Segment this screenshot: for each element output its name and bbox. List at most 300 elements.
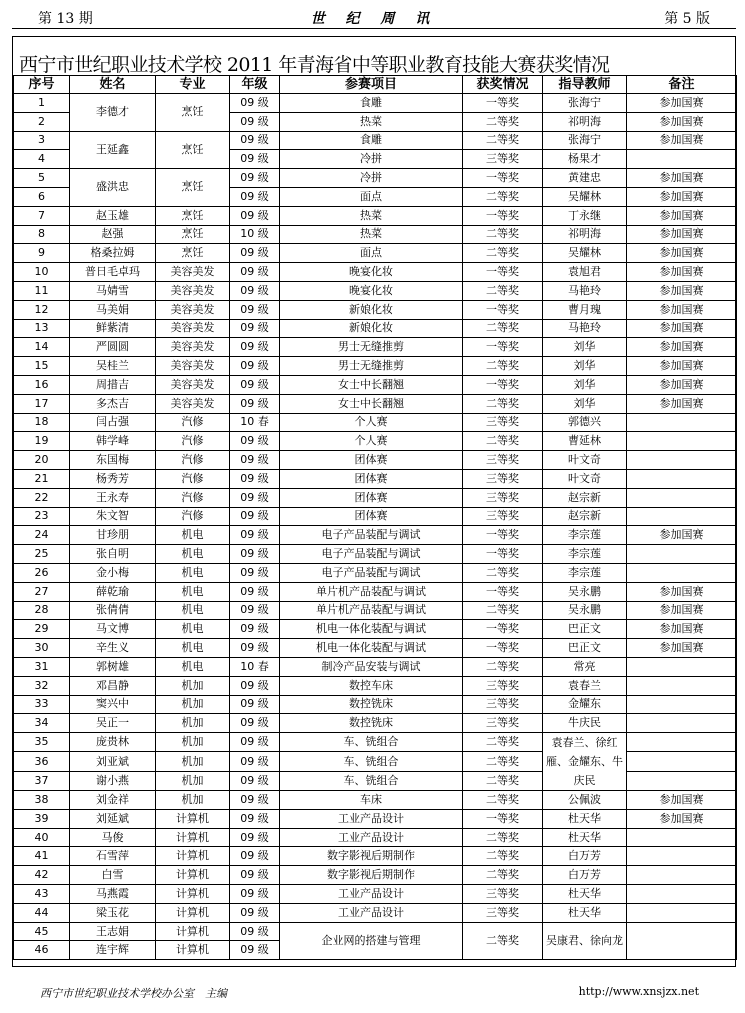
cell-award: 二等奖 bbox=[463, 112, 543, 131]
cell-award: 二等奖 bbox=[463, 752, 543, 771]
cell-award: 三等奖 bbox=[463, 676, 543, 695]
cell-award: 二等奖 bbox=[463, 394, 543, 413]
cell-grade: 09 级 bbox=[230, 771, 280, 790]
cell-grade: 09 级 bbox=[230, 752, 280, 771]
cell-grade: 09 级 bbox=[230, 432, 280, 451]
cell-major: 机加 bbox=[156, 733, 230, 752]
cell-event: 男士无缝推剪 bbox=[280, 357, 463, 376]
cell-remark bbox=[627, 469, 737, 488]
cell-teacher: 李宗莲 bbox=[543, 545, 627, 564]
cell-grade: 09 级 bbox=[230, 263, 280, 282]
cell-remark: 参加国赛 bbox=[627, 187, 737, 206]
cell-name: 严圆圆 bbox=[70, 338, 156, 357]
cell-name: 马俊 bbox=[70, 828, 156, 847]
table-row bbox=[14, 375, 737, 394]
cell-index: 23 bbox=[14, 507, 70, 526]
table-row bbox=[14, 657, 737, 676]
cell-remark: 参加国赛 bbox=[627, 225, 737, 244]
cell-remark bbox=[627, 451, 737, 470]
cell-teacher: 黄建忠 bbox=[543, 169, 627, 188]
cell-grade: 09 级 bbox=[230, 169, 280, 188]
cell-teacher: 马艳玲 bbox=[543, 281, 627, 300]
cell-event: 制冷产品安装与调试 bbox=[280, 657, 463, 676]
cell-teacher: 金耀东 bbox=[543, 695, 627, 714]
cell-name: 朱文智 bbox=[70, 507, 156, 526]
table-row bbox=[14, 922, 737, 941]
cell-index: 8 bbox=[14, 225, 70, 244]
cell-index: 24 bbox=[14, 526, 70, 545]
cell-event: 团体赛 bbox=[280, 488, 463, 507]
cell-grade: 09 级 bbox=[230, 300, 280, 319]
cell-index: 17 bbox=[14, 394, 70, 413]
table-row bbox=[14, 866, 737, 885]
cell-event: 数字影视后期制作 bbox=[280, 866, 463, 885]
cell-award: 二等奖 bbox=[463, 281, 543, 300]
cell-event: 晚宴化妆 bbox=[280, 263, 463, 282]
cell-major: 机电 bbox=[156, 639, 230, 658]
cell-grade: 09 级 bbox=[230, 507, 280, 526]
cell-teacher: 巴正文 bbox=[543, 620, 627, 639]
table-row bbox=[14, 507, 737, 526]
page-title: 西宁市世纪职业技术学校 2011 年青海省中等职业教育技能大赛获奖情况 bbox=[19, 54, 610, 76]
cell-grade: 09 级 bbox=[230, 809, 280, 828]
cell-index: 43 bbox=[14, 885, 70, 904]
cell-event: 数控铣床 bbox=[280, 714, 463, 733]
cell-event: 电子产品装配与调试 bbox=[280, 526, 463, 545]
cell-grade: 10 春 bbox=[230, 413, 280, 432]
cell-event: 女士中长翻翘 bbox=[280, 375, 463, 394]
cell-award: 二等奖 bbox=[463, 828, 543, 847]
cell-event: 团体赛 bbox=[280, 507, 463, 526]
cell-major: 烹饪 bbox=[156, 131, 230, 169]
cell-teacher: 张海宁 bbox=[543, 94, 627, 113]
cell-major: 计算机 bbox=[156, 922, 230, 941]
cell-teacher: 常亮 bbox=[543, 657, 627, 676]
cell-teacher: 杨果才 bbox=[543, 150, 627, 169]
cell-name: 石雪萍 bbox=[70, 847, 156, 866]
cell-award: 二等奖 bbox=[463, 601, 543, 620]
cell-major: 美容美发 bbox=[156, 394, 230, 413]
cell-major: 汽修 bbox=[156, 451, 230, 470]
cell-name: 辛生义 bbox=[70, 639, 156, 658]
cell-event: 车床 bbox=[280, 791, 463, 810]
cell-grade: 09 级 bbox=[230, 582, 280, 601]
cell-name: 窦兴中 bbox=[70, 695, 156, 714]
cell-grade: 09 级 bbox=[230, 847, 280, 866]
col-header-remark: 备注 bbox=[627, 76, 737, 94]
cell-award: 二等奖 bbox=[463, 319, 543, 338]
cell-event: 电子产品装配与调试 bbox=[280, 563, 463, 582]
cell-teacher: 祁明海 bbox=[543, 112, 627, 131]
table-row bbox=[14, 582, 737, 601]
cell-grade: 09 级 bbox=[230, 941, 280, 960]
cell-event: 新娘化妆 bbox=[280, 300, 463, 319]
document-frame bbox=[12, 36, 736, 967]
cell-index: 19 bbox=[14, 432, 70, 451]
cell-grade: 09 级 bbox=[230, 639, 280, 658]
cell-event: 男士无缝推剪 bbox=[280, 338, 463, 357]
table-row bbox=[14, 263, 737, 282]
cell-name: 闫占强 bbox=[70, 413, 156, 432]
cell-teacher: 李宗莲 bbox=[543, 563, 627, 582]
table-row bbox=[14, 620, 737, 639]
cell-teacher: 巴正文 bbox=[543, 639, 627, 658]
cell-award: 三等奖 bbox=[463, 507, 543, 526]
cell-index: 26 bbox=[14, 563, 70, 582]
cell-index: 2 bbox=[14, 112, 70, 131]
cell-grade: 09 级 bbox=[230, 922, 280, 941]
cell-major: 汽修 bbox=[156, 432, 230, 451]
cell-grade: 09 级 bbox=[230, 733, 280, 752]
cell-event: 女士中长翻翘 bbox=[280, 394, 463, 413]
table-row bbox=[14, 357, 737, 376]
cell-award: 二等奖 bbox=[463, 244, 543, 263]
cell-teacher: 牛庆民 bbox=[543, 714, 627, 733]
award-table-wrapper bbox=[13, 75, 737, 960]
cell-major: 机电 bbox=[156, 601, 230, 620]
cell-event: 车、铣组合 bbox=[280, 733, 463, 752]
cell-event: 工业产品设计 bbox=[280, 903, 463, 922]
cell-event: 电子产品装配与调试 bbox=[280, 545, 463, 564]
cell-name: 邓昌静 bbox=[70, 676, 156, 695]
table-row bbox=[14, 319, 737, 338]
cell-name: 郭树雄 bbox=[70, 657, 156, 676]
table-row bbox=[14, 131, 737, 150]
cell-major: 计算机 bbox=[156, 866, 230, 885]
cell-event: 工业产品设计 bbox=[280, 885, 463, 904]
cell-teacher: 袁春兰 bbox=[543, 676, 627, 695]
footer-url[interactable]: http://www.xnsjzx.net bbox=[578, 985, 699, 998]
cell-name: 多杰吉 bbox=[70, 394, 156, 413]
cell-remark bbox=[627, 922, 737, 960]
cell-name: 普日毛卓玛 bbox=[70, 263, 156, 282]
cell-teacher: 袁春兰、徐红雁、金耀东、牛庆民 bbox=[543, 733, 627, 791]
cell-grade: 09 级 bbox=[230, 131, 280, 150]
cell-grade: 09 级 bbox=[230, 394, 280, 413]
cell-name: 赵强 bbox=[70, 225, 156, 244]
cell-grade: 09 级 bbox=[230, 488, 280, 507]
cell-major: 汽修 bbox=[156, 469, 230, 488]
cell-grade: 09 级 bbox=[230, 112, 280, 131]
cell-remark: 参加国赛 bbox=[627, 394, 737, 413]
cell-award: 一等奖 bbox=[463, 620, 543, 639]
cell-index: 7 bbox=[14, 206, 70, 225]
cell-award: 一等奖 bbox=[463, 582, 543, 601]
cell-name: 王永寿 bbox=[70, 488, 156, 507]
cell-remark: 参加国赛 bbox=[627, 620, 737, 639]
cell-event: 企业网的搭建与管理 bbox=[280, 922, 463, 960]
cell-grade: 09 级 bbox=[230, 526, 280, 545]
cell-name: 甘珍朋 bbox=[70, 526, 156, 545]
cell-teacher: 袁旭君 bbox=[543, 263, 627, 282]
table-row bbox=[14, 752, 737, 771]
cell-remark: 参加国赛 bbox=[627, 582, 737, 601]
cell-index: 16 bbox=[14, 375, 70, 394]
table-header-row bbox=[14, 76, 737, 94]
cell-remark bbox=[627, 695, 737, 714]
cell-event: 个人赛 bbox=[280, 432, 463, 451]
cell-teacher: 张海宁 bbox=[543, 131, 627, 150]
cell-event: 食雕 bbox=[280, 94, 463, 113]
cell-index: 28 bbox=[14, 601, 70, 620]
table-row bbox=[14, 225, 737, 244]
cell-index: 15 bbox=[14, 357, 70, 376]
table-row bbox=[14, 809, 737, 828]
cell-grade: 09 级 bbox=[230, 469, 280, 488]
cell-index: 1 bbox=[14, 94, 70, 113]
cell-teacher: 吴永鹏 bbox=[543, 582, 627, 601]
cell-award: 一等奖 bbox=[463, 545, 543, 564]
cell-teacher: 郭德兴 bbox=[543, 413, 627, 432]
cell-index: 33 bbox=[14, 695, 70, 714]
cell-grade: 09 级 bbox=[230, 791, 280, 810]
cell-event: 团体赛 bbox=[280, 469, 463, 488]
cell-teacher: 赵宗新 bbox=[543, 507, 627, 526]
cell-major: 烹饪 bbox=[156, 244, 230, 263]
cell-award: 二等奖 bbox=[463, 922, 543, 960]
cell-name: 吴桂兰 bbox=[70, 357, 156, 376]
award-table bbox=[13, 75, 737, 960]
col-header-major: 专业 bbox=[156, 76, 230, 94]
cell-name: 薛乾瑜 bbox=[70, 582, 156, 601]
cell-major: 烹饪 bbox=[156, 225, 230, 244]
cell-index: 37 bbox=[14, 771, 70, 790]
cell-name: 马美娟 bbox=[70, 300, 156, 319]
cell-award: 二等奖 bbox=[463, 357, 543, 376]
cell-award: 一等奖 bbox=[463, 526, 543, 545]
cell-name: 盛洪忠 bbox=[70, 169, 156, 207]
cell-name: 杨秀芳 bbox=[70, 469, 156, 488]
cell-name: 周措吉 bbox=[70, 375, 156, 394]
cell-teacher: 祁明海 bbox=[543, 225, 627, 244]
cell-major: 机加 bbox=[156, 714, 230, 733]
cell-grade: 09 级 bbox=[230, 375, 280, 394]
cell-major: 计算机 bbox=[156, 828, 230, 847]
cell-name: 庞贵林 bbox=[70, 733, 156, 752]
cell-remark: 参加国赛 bbox=[627, 601, 737, 620]
cell-name: 金小梅 bbox=[70, 563, 156, 582]
cell-index: 27 bbox=[14, 582, 70, 601]
table-row bbox=[14, 676, 737, 695]
table-row bbox=[14, 300, 737, 319]
cell-remark: 参加国赛 bbox=[627, 809, 737, 828]
cell-award: 一等奖 bbox=[463, 169, 543, 188]
table-row bbox=[14, 828, 737, 847]
col-header-teacher: 指导教师 bbox=[543, 76, 627, 94]
cell-remark bbox=[627, 545, 737, 564]
cell-remark bbox=[627, 657, 737, 676]
cell-teacher: 曹月瑰 bbox=[543, 300, 627, 319]
cell-teacher: 刘华 bbox=[543, 338, 627, 357]
cell-event: 单片机产品装配与调试 bbox=[280, 582, 463, 601]
cell-teacher: 李宗莲 bbox=[543, 526, 627, 545]
cell-name: 马婧雪 bbox=[70, 281, 156, 300]
cell-grade: 09 级 bbox=[230, 563, 280, 582]
cell-award: 一等奖 bbox=[463, 94, 543, 113]
cell-award: 三等奖 bbox=[463, 413, 543, 432]
cell-index: 31 bbox=[14, 657, 70, 676]
cell-award: 三等奖 bbox=[463, 451, 543, 470]
cell-name: 连宇辉 bbox=[70, 941, 156, 960]
table-row bbox=[14, 903, 737, 922]
cell-remark bbox=[627, 885, 737, 904]
cell-award: 一等奖 bbox=[463, 639, 543, 658]
cell-teacher: 公佩波 bbox=[543, 791, 627, 810]
cell-index: 9 bbox=[14, 244, 70, 263]
cell-index: 40 bbox=[14, 828, 70, 847]
table-row bbox=[14, 432, 737, 451]
cell-award: 二等奖 bbox=[463, 771, 543, 790]
cell-event: 工业产品设计 bbox=[280, 809, 463, 828]
cell-name: 韩学峰 bbox=[70, 432, 156, 451]
cell-index: 36 bbox=[14, 752, 70, 771]
cell-index: 4 bbox=[14, 150, 70, 169]
cell-index: 21 bbox=[14, 469, 70, 488]
cell-event: 机电一体化装配与调试 bbox=[280, 639, 463, 658]
cell-major: 美容美发 bbox=[156, 281, 230, 300]
cell-index: 39 bbox=[14, 809, 70, 828]
cell-event: 新娘化妆 bbox=[280, 319, 463, 338]
cell-major: 机电 bbox=[156, 582, 230, 601]
cell-name: 张倩倩 bbox=[70, 601, 156, 620]
cell-teacher: 赵宗新 bbox=[543, 488, 627, 507]
cell-name: 马文博 bbox=[70, 620, 156, 639]
cell-award: 二等奖 bbox=[463, 733, 543, 752]
cell-event: 团体赛 bbox=[280, 451, 463, 470]
cell-index: 34 bbox=[14, 714, 70, 733]
cell-event: 热菜 bbox=[280, 112, 463, 131]
cell-remark bbox=[627, 903, 737, 922]
cell-event: 数控铣床 bbox=[280, 695, 463, 714]
cell-index: 45 bbox=[14, 922, 70, 941]
cell-grade: 09 级 bbox=[230, 885, 280, 904]
table-row bbox=[14, 847, 737, 866]
cell-teacher: 马艳玲 bbox=[543, 319, 627, 338]
page-footer bbox=[0, 985, 745, 1005]
cell-teacher: 杜天华 bbox=[543, 903, 627, 922]
cell-major: 美容美发 bbox=[156, 319, 230, 338]
cell-remark: 参加国赛 bbox=[627, 112, 737, 131]
cell-major: 机加 bbox=[156, 771, 230, 790]
cell-remark: 参加国赛 bbox=[627, 791, 737, 810]
cell-remark: 参加国赛 bbox=[627, 338, 737, 357]
cell-event: 机电一体化装配与调试 bbox=[280, 620, 463, 639]
cell-event: 食雕 bbox=[280, 131, 463, 150]
cell-major: 美容美发 bbox=[156, 300, 230, 319]
cell-index: 22 bbox=[14, 488, 70, 507]
table-row bbox=[14, 469, 737, 488]
cell-grade: 09 级 bbox=[230, 338, 280, 357]
cell-name: 赵玉雄 bbox=[70, 206, 156, 225]
cell-grade: 09 级 bbox=[230, 695, 280, 714]
cell-remark bbox=[627, 413, 737, 432]
cell-remark: 参加国赛 bbox=[627, 639, 737, 658]
cell-index: 13 bbox=[14, 319, 70, 338]
cell-major: 美容美发 bbox=[156, 357, 230, 376]
cell-index: 3 bbox=[14, 131, 70, 150]
table-row bbox=[14, 169, 737, 188]
cell-remark bbox=[627, 676, 737, 695]
cell-index: 10 bbox=[14, 263, 70, 282]
cell-remark bbox=[627, 771, 737, 790]
cell-remark: 参加国赛 bbox=[627, 169, 737, 188]
cell-index: 25 bbox=[14, 545, 70, 564]
cell-teacher: 杜天华 bbox=[543, 809, 627, 828]
cell-grade: 09 级 bbox=[230, 866, 280, 885]
cell-name: 东国梅 bbox=[70, 451, 156, 470]
cell-award: 二等奖 bbox=[463, 791, 543, 810]
cell-index: 12 bbox=[14, 300, 70, 319]
cell-award: 二等奖 bbox=[463, 657, 543, 676]
table-row bbox=[14, 413, 737, 432]
cell-index: 30 bbox=[14, 639, 70, 658]
cell-award: 一等奖 bbox=[463, 300, 543, 319]
cell-grade: 09 级 bbox=[230, 676, 280, 695]
cell-index: 29 bbox=[14, 620, 70, 639]
cell-major: 美容美发 bbox=[156, 338, 230, 357]
cell-event: 工业产品设计 bbox=[280, 828, 463, 847]
table-row bbox=[14, 545, 737, 564]
cell-teacher: 吴耀林 bbox=[543, 187, 627, 206]
cell-grade: 10 春 bbox=[230, 657, 280, 676]
cell-teacher: 刘华 bbox=[543, 375, 627, 394]
cell-remark bbox=[627, 828, 737, 847]
cell-award: 三等奖 bbox=[463, 469, 543, 488]
cell-name: 王延鑫 bbox=[70, 131, 156, 169]
table-row bbox=[14, 206, 737, 225]
cell-major: 汽修 bbox=[156, 507, 230, 526]
col-header-grade: 年级 bbox=[230, 76, 280, 94]
cell-remark: 参加国赛 bbox=[627, 94, 737, 113]
cell-award: 二等奖 bbox=[463, 225, 543, 244]
col-header-event: 参赛项目 bbox=[280, 76, 463, 94]
cell-major: 计算机 bbox=[156, 903, 230, 922]
cell-remark bbox=[627, 507, 737, 526]
table-row bbox=[14, 451, 737, 470]
table-row bbox=[14, 244, 737, 263]
cell-major: 烹饪 bbox=[156, 94, 230, 132]
cell-event: 个人赛 bbox=[280, 413, 463, 432]
cell-remark: 参加国赛 bbox=[627, 263, 737, 282]
cell-award: 一等奖 bbox=[463, 206, 543, 225]
cell-award: 一等奖 bbox=[463, 809, 543, 828]
table-row bbox=[14, 281, 737, 300]
cell-name: 白雪 bbox=[70, 866, 156, 885]
cell-index: 32 bbox=[14, 676, 70, 695]
cell-grade: 09 级 bbox=[230, 319, 280, 338]
cell-major: 美容美发 bbox=[156, 263, 230, 282]
cell-award: 二等奖 bbox=[463, 432, 543, 451]
cell-teacher: 丁永继 bbox=[543, 206, 627, 225]
table-row bbox=[14, 885, 737, 904]
cell-teacher: 杜天华 bbox=[543, 885, 627, 904]
cell-teacher: 叶文奇 bbox=[543, 469, 627, 488]
cell-index: 46 bbox=[14, 941, 70, 960]
cell-name: 梁玉花 bbox=[70, 903, 156, 922]
cell-major: 计算机 bbox=[156, 941, 230, 960]
cell-remark: 参加国赛 bbox=[627, 131, 737, 150]
cell-award: 二等奖 bbox=[463, 563, 543, 582]
cell-name: 王志娟 bbox=[70, 922, 156, 941]
cell-grade: 10 级 bbox=[230, 225, 280, 244]
cell-remark bbox=[627, 432, 737, 451]
cell-major: 烹饪 bbox=[156, 169, 230, 207]
table-row bbox=[14, 791, 737, 810]
cell-index: 18 bbox=[14, 413, 70, 432]
table-row bbox=[14, 771, 737, 790]
paper-name: 世 纪 周 讯 bbox=[310, 11, 438, 27]
cell-remark: 参加国赛 bbox=[627, 281, 737, 300]
